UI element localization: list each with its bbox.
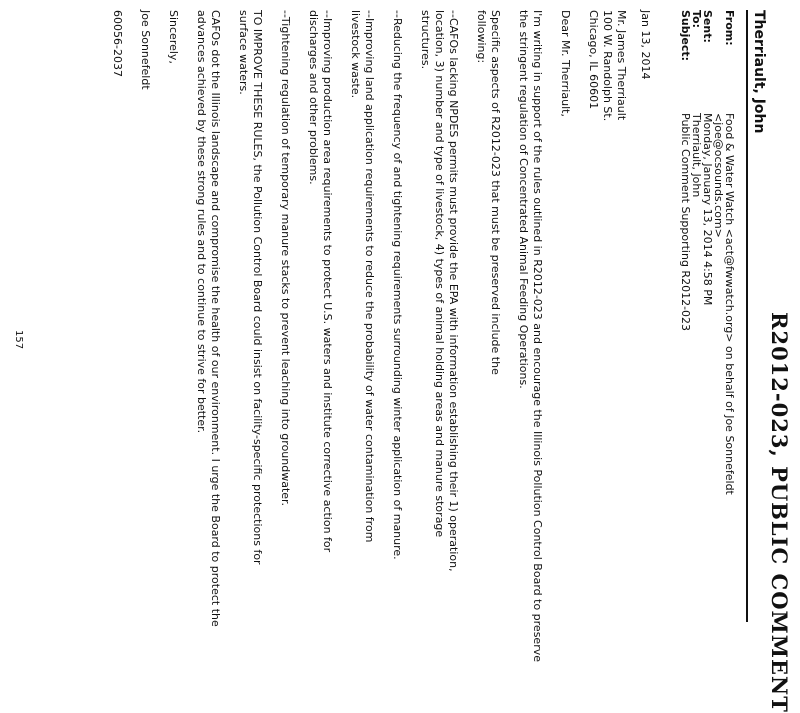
paragraph-line: structures.	[419, 10, 432, 70]
subject-label: Subject:	[679, 10, 692, 62]
from-row	[725, 10, 736, 620]
letter-date: Jan 13, 2014	[639, 10, 652, 80]
salutation: Dear Mr. Therriault,	[559, 10, 572, 117]
paragraph-line: following:	[475, 10, 488, 64]
to-value: Therriault, John	[690, 113, 703, 198]
docket-stamp: R2012-023, PUBLIC COMMENT	[767, 312, 792, 713]
paragraph-line: surface waters.	[237, 10, 250, 95]
sent-value: Monday, January 13, 2014 4:58 PM	[701, 113, 714, 306]
address-line: Chicago, IL 60601	[587, 10, 600, 110]
email-header	[681, 10, 736, 620]
paragraph-line: --Improving production area requirements to protect U.S. waters and institute corrective action for	[321, 10, 334, 553]
address-line: 100 W. Randolph St.	[601, 10, 614, 122]
paragraph-line: I'm writing in support of the rules outlined in R2012-023 and encourage the Illinois Pollution Control Board to preserve	[531, 10, 544, 663]
page-number: 157	[13, 330, 24, 350]
to-label: To:	[690, 10, 703, 28]
paragraph-line: --Tightening regulation of temporary manure stacks to prevent leaching into groundwater.	[279, 10, 292, 507]
paragraph-line: --Improving land application requirements to reduce the probability of water contamination from	[363, 10, 376, 543]
paragraph-line: the stringent regulation of Concentrated Animal Feeding Operations.	[517, 10, 530, 389]
closing: Sincerely,	[167, 10, 180, 64]
paragraph-line: CAFOs dot the Illinois landscape and compromise the health of our environment. I urge the Board to protect the	[209, 10, 222, 627]
paragraph-line: TO IMPROVE THESE RULES, the Pollution Control Board could insist on facility-specific protections for	[251, 10, 264, 565]
letter-body	[110, 10, 652, 663]
subject-row	[681, 10, 692, 620]
from-label: From:	[723, 10, 736, 46]
paragraph-line: --Reducing the frequency of and tightening requirements surrounding winter application of manure.	[391, 10, 404, 560]
from-value-email: <joe@ocsounds.com>	[712, 113, 725, 238]
paragraph-line: --CAFOs lacking NPDES permits must provide the EPA with information establishing their 1) operation,	[447, 10, 460, 572]
signature-zip: 60056-2037	[111, 10, 124, 77]
sent-label: Sent:	[701, 10, 714, 43]
from-label-spacer	[714, 10, 725, 113]
paragraph-line: Specific aspects of R2012-023 that must be preserved include the	[489, 10, 502, 375]
paragraph-line: advances achieved by these strong rules and to continue to strive for better.	[195, 10, 208, 434]
header-divider	[746, 10, 748, 622]
to-row	[692, 10, 703, 620]
sent-row	[703, 10, 714, 620]
paragraph-line: livestock waste.	[349, 10, 362, 99]
signature-name: Joe Sonnefeldt	[139, 10, 152, 90]
subject-value: Public Comment Supporting R2012-023	[679, 113, 692, 332]
paragraph-line: location, 3) number and type of livestock, 4) types of animal holding areas and manure storage	[433, 10, 446, 538]
from-value: Food & Water Watch <act@fwwatch.org> on behalf of Joe Sonnefeldt	[723, 113, 736, 495]
address-line: Mr. James Therriault	[615, 10, 628, 121]
paragraph-line: discharges and other problems.	[307, 10, 320, 185]
sender-name: Therriault, John	[751, 10, 767, 134]
